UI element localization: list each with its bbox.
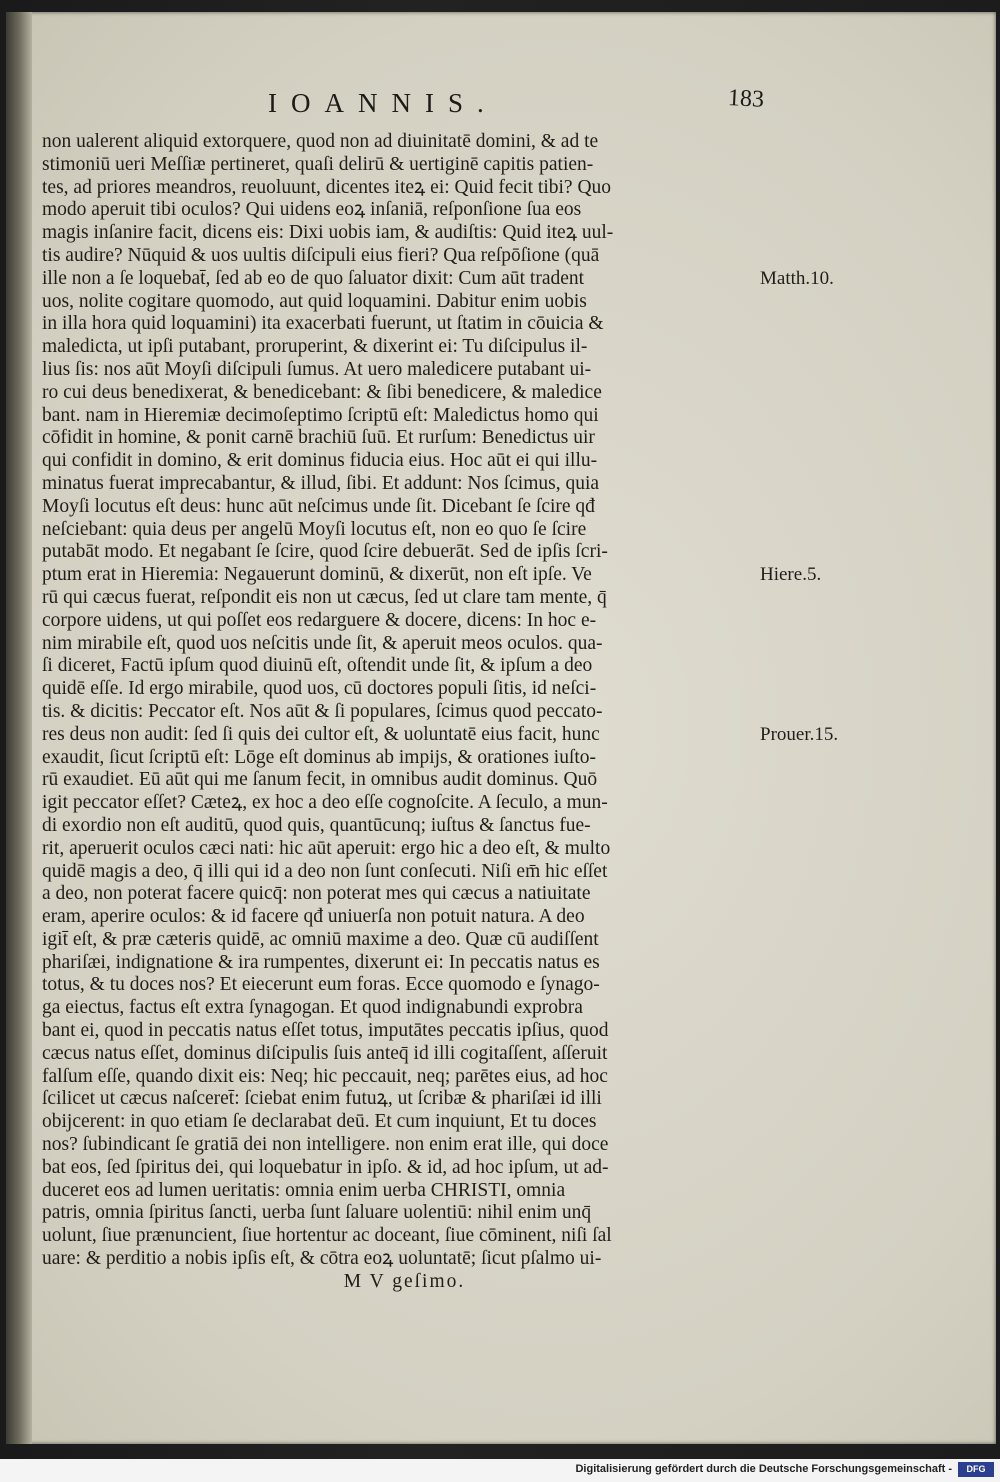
text-line: bant ei, quod in peccatis natus eſſet totus, imputātes peccatis ipſius, quod: [42, 1020, 609, 1042]
text-line: nim mirabile eſt, quod uos neſcitis unde ſit, & aperuit meos oculos. qua-: [42, 632, 603, 654]
text-line: tes, ad priores meandros, reuoluunt, dicentes iteꝝ ei: Quid fecit tibi? Quo: [42, 176, 612, 198]
text-line: exaudit, ſicut ſcriptū eſt: Lōge eſt dominus ab impijs, & orationes iuſto-: [42, 746, 597, 768]
text-line: ro cui deus benedixerat, & benedicebant: & ſibi benedicere, & maledice: [42, 381, 602, 403]
margin-note: Prouer.15.: [760, 723, 839, 745]
text-line: ille non a ſe loquebat̄, ſed ab eo de quo ſaluator dixit: Cum aūt tradent: [42, 267, 585, 289]
text-line: duceret eos ad lumen ueritatis: omnia enim uerba CHRISTI, omnia: [42, 1179, 566, 1201]
text-line: totus, & tu doces nos? Et eiecerunt eum foras. Ecce quomodo e ſynago-: [42, 974, 600, 996]
text-line: uare: & perditio a nobis ipſis eſt, & cōtra eoꝝ uoluntatē; ſicut pſalmo ui-: [42, 1248, 602, 1270]
footer-bar: [0, 1459, 1000, 1482]
text-line: tis audire? Nūquid & uos uultis diſcipuli eius fieri? Qua reſpōſione (quā: [42, 244, 600, 266]
catchword-line: M V geſimo.: [343, 1270, 466, 1292]
text-line: non ualerent aliquid extorquere, quod non ad diuinitatē domini, & ad te: [42, 131, 599, 152]
text-line: rū qui cæcus fuerat, reſpondit eis non ut cæcus, ſed ut clare tam mente, q̄: [42, 586, 607, 608]
text-line: ptum erat in Hieremia: Negauerunt dominū, & dixerūt, non eſt ipſe. Ve: [42, 564, 592, 586]
text-line: igit̄ eſt, & præ cæteris quidē, ac omniū maxime a deo. Quæ cū audiſſent: [42, 928, 599, 950]
text-line: res deus non audit: ſed ſi quis dei cultor eſt, & uoluntatē eius facit, hunc: [42, 723, 600, 745]
text-line: Moyſi locutus eſt deus: hunc aūt neſcimus unde ſit. Dicebant ſe ſcire qđ: [42, 495, 595, 517]
dfg-logo: DFG: [958, 1462, 994, 1477]
text-line: neſciebant: quia deus per angelū Moyſi locutus eſt, non eo quo ſe ſcire: [42, 518, 587, 540]
page-number: 183: [727, 85, 765, 113]
text-line: uos, nolite cogitare quomodo, aut quid loquamini. Dabitur enim uobis: [42, 290, 587, 312]
text-line: ſcilicet ut cæcus naſceret̄: ſciebat enim futuꝝ, ut ſcribæ & phariſæi id illi: [42, 1088, 602, 1110]
text-line: obijcerent: in quo etiam ſe declarabat deū. Et cum inquiunt, Et tu doces: [42, 1111, 597, 1133]
text-line: ſi diceret, Factū ipſum quod diuinū eſt, oſtendit unde ſit, & ipſum a deo: [42, 655, 593, 677]
text-line: tis. & dicitis: Peccator eſt. Nos aūt & ſi populares, ſcimus quod peccato-: [42, 700, 603, 722]
text-line: patris, omnia ſpiritus ſancti, uerba ſunt ſaluare uolentiū: nihil enim unq̄: [42, 1202, 592, 1224]
text-line: quidē eſſe. Id ergo mirabile, quod uos, cū doctores populi ſitis, id neſci-: [42, 678, 597, 700]
text-line: quidē magis a deo, q̄ illi qui id a deo non ſunt conſecuti. Niſi em̄ hic eſſet: [42, 860, 608, 882]
text-line: corpore uidens, ut qui poſſet eos redarguere & docere, dicens: In hoc e-: [42, 609, 597, 631]
text-line: maledicta, ut ipſi putabant, proruperint, & dixerint ei: Tu diſcipulus il-: [42, 336, 588, 358]
text-line: modo aperuit tibi oculos? Qui uidens eoꝝ inſaniā, reſponſione ſua eos: [42, 199, 582, 221]
text-line: rū exaudiet. Eū aūt qui me ſanum fecit, in omnibus audit dominus. Quō: [42, 769, 598, 791]
text-line: cæcus natus eſſet, dominus diſcipulis ſuis anteq̄ id illi cogitaſſent, aſſeruit: [42, 1042, 608, 1064]
margin-note: Hiere.5.: [760, 564, 822, 586]
text-line: qui confidit in domino, & erit dominus fiducia eius. Hoc aūt ei qui illu-: [42, 450, 598, 472]
text-line: cōfidit in homine, & ponit carnē brachiū ſuū. Et rurſum: Benedictus uir: [42, 427, 595, 449]
text-line: magis inſanire facit, dicens eis: Dixi uobis iam, & audiſtis: Quid iteꝝ uul-: [42, 222, 614, 244]
funding-note: Digitalisierung gefördert durch die Deutsche Forschungsgemeinschaft -: [575, 1463, 952, 1475]
text-line: a deo, non poterat facere quicq̄: non poterat mes qui cæcus a natiuitate: [42, 883, 591, 905]
text-line: bat eos, ſed ſpiritus dei, qui loquebatur in ipſo. & id, ad hoc ipſum, ut ad-: [42, 1156, 609, 1178]
page-gutter: [6, 12, 32, 1444]
text-line: minatus fuerat imprecabantur, & illud, ſibi. Et addunt: Nos ſcimus, quia: [42, 472, 600, 494]
body-text: [42, 131, 767, 1294]
text-line: in illa hora quid loquamini) ita exacerbati fuerunt, ut ſtatim in cōuicia &: [42, 313, 604, 335]
text-line: ga eiectus, factus eſt extra ſynagogan. Et quod indignabundi exprobra: [42, 997, 583, 1019]
text-line: nos? ſubindicant ſe gratiā dei non intelligere. non enim erat ille, qui doce: [42, 1134, 609, 1156]
text-line: stimoniū ueri Meſſiæ pertineret, quaſi delirū & uertiginē capitis patien-: [42, 153, 594, 175]
text-line: igit peccator eſſet? Cæteꝝ, ex hoc a deo eſſe cognoſcite. A ſeculo, a mun-: [42, 792, 608, 814]
running-head: IOANNIS.: [268, 88, 498, 118]
text-line: putabāt modo. Et negabant ſe ſcire, quod ſcire debuerāt. Sed de ipſis ſcri-: [42, 541, 608, 563]
text-line: uolunt, ſiue prænuncient, ſiue hortentur ac doceant, ſiue cōminent, niſi ſal: [42, 1225, 612, 1247]
text-line: di exordio non eſt auditū, quod quis, quantūcunq; iuſtus & ſanctus fue-: [42, 814, 591, 836]
text-line: bant. nam in Hieremiæ decimoſeptimo ſcriptū eſt: Maledictus homo qui: [42, 404, 599, 426]
margin-note: Matth.10.: [760, 267, 834, 289]
text-line: phariſæi, indignatione & ira rumpentes, dixerunt ei: In peccatis natus es: [42, 951, 600, 973]
text-line: rit, aperuerit oculos cæci nati: hic aūt aperuit: ergo hic a deo eſt, & multo: [42, 837, 611, 859]
text-line: lius ſis: nos aūt Moyſi diſcipuli ſumus. At uero maledicere putabant ui-: [42, 358, 592, 380]
text-line: eram, aperire oculos: & id facere qđ uniuerſa non potuit natura. A deo: [42, 906, 585, 928]
text-line: falſum eſſe, quando dixit eis: Neq; hic peccauit, neq; parētes eius, ad hoc: [42, 1065, 608, 1087]
